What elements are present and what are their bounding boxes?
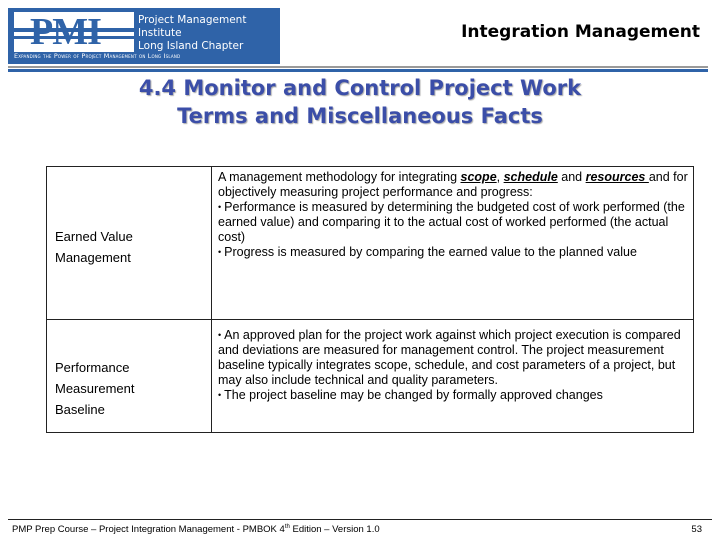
section-title: Integration Management [461, 22, 700, 42]
term-line: Baseline [55, 402, 105, 417]
bullet-icon: • [218, 330, 222, 340]
footer-superscript: th [284, 524, 290, 530]
keyword-resources: resources [585, 170, 649, 184]
term-label [55, 226, 133, 268]
definition-text: A management methodology for integrating [218, 170, 461, 184]
bullet-icon: • [218, 390, 222, 400]
term-cell [47, 320, 212, 432]
definition-text: and [557, 170, 586, 184]
logo-letters: PMI [30, 11, 101, 53]
logo-org-line1: Project Management Institute [138, 14, 247, 39]
bullet-text: Progress is measured by comparing the earned value to the planned value [224, 245, 637, 259]
logo-org-line2: Long Island Chapter [138, 40, 244, 52]
terms-table [46, 166, 694, 433]
pmi-logo-mark [14, 12, 134, 52]
slide-title [0, 74, 720, 130]
slide-title-line2: Terms and Miscellaneous Facts [177, 104, 543, 128]
logo-org-name [138, 14, 280, 53]
term-line: Measurement [55, 381, 135, 396]
term-line: Earned Value [55, 229, 133, 244]
definition-bullet [218, 200, 692, 245]
pmi-logo [8, 8, 280, 64]
definition-cell [212, 328, 692, 403]
header-divider [8, 66, 708, 68]
definition-intro [218, 170, 692, 200]
footer-text: PMP Prep Course – Project Integration Management - PMBOK 4 [12, 524, 285, 536]
page-number: 53 [691, 524, 702, 535]
bullet-text: Performance is measured by determining the budgeted cost of work performed (the earned value) and comparing it to the actual cost of worked performed (the actual cost) [218, 200, 685, 244]
definition-text: , [496, 170, 504, 184]
bullet-icon: • [218, 202, 222, 212]
logo-tagline: Expanding the Power of Project Management on Long Island [14, 52, 181, 60]
keyword-scope: scope [460, 170, 497, 184]
definition-bullet [218, 328, 692, 388]
term-line: Management [55, 250, 131, 265]
footer-course-info [12, 524, 380, 535]
footer-divider [8, 519, 712, 520]
bullet-text: An approved plan for the project work against which project execution is compared and deviations are measured for management control. The project measurement baseline typically integrates scope, schedule, and cost parameters of a project, but may also include technical and quality parameters. [218, 328, 681, 387]
keyword-schedule: schedule [503, 170, 558, 184]
term-label [55, 357, 134, 420]
definition-cell [212, 170, 692, 260]
header-divider-accent [8, 69, 708, 72]
bullet-text: The project baseline may be changed by formally approved changes [224, 388, 603, 402]
definition-bullet [218, 245, 692, 260]
definition-bullet [218, 388, 692, 403]
definition-text: and for objectively measuring project performance and progress: [218, 170, 688, 199]
term-cell [47, 167, 212, 319]
footer-text: Edition – Version 1.0 [289, 524, 380, 536]
bullet-icon: • [218, 247, 222, 257]
term-line: Performance [55, 360, 130, 375]
slide-title-line1: 4.4 Monitor and Control Project Work [138, 76, 582, 100]
